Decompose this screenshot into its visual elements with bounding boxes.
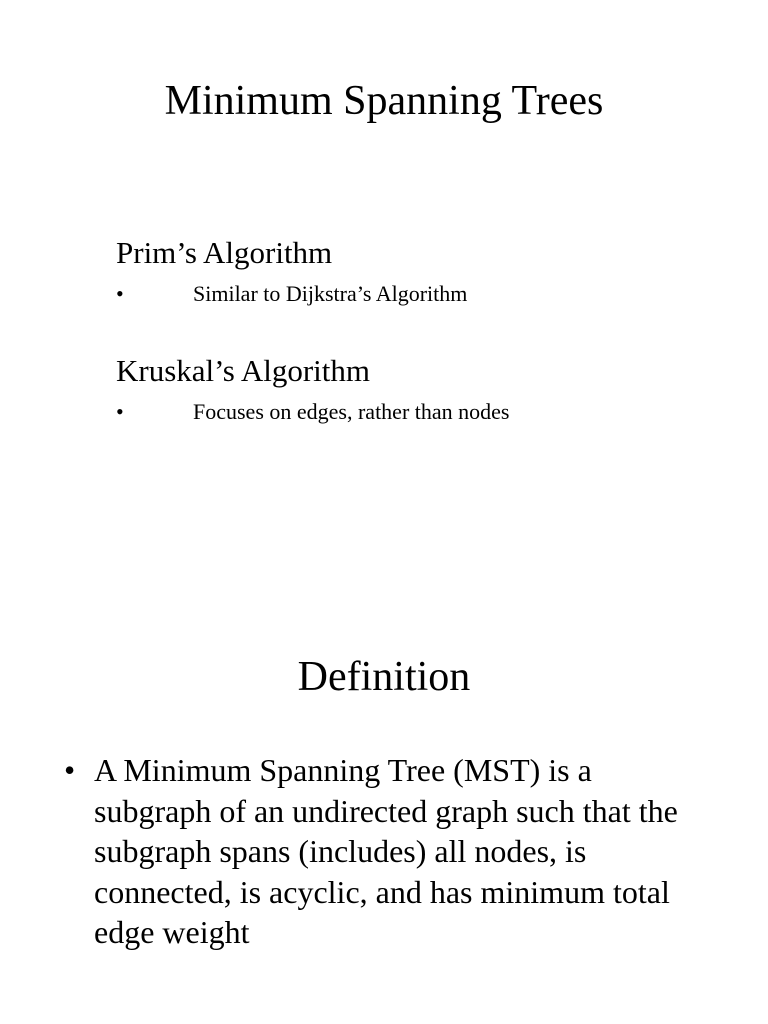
bullet-dot: • (64, 752, 76, 788)
bullet-text: Focuses on edges, rather than nodes (193, 399, 510, 424)
bullet-text: Similar to Dijkstra’s Algorithm (193, 281, 468, 306)
list-item (64, 750, 704, 953)
section-heading-kruskal: Kruskal’s Algorithm (116, 353, 371, 388)
bullet-prim (116, 282, 467, 306)
bullet-dot: • (116, 399, 124, 424)
bullet-dot: • (116, 281, 124, 306)
definition-text: A Minimum Spanning Tree (MST) is a subgraph of an undirected graph such that the subgraph spans (includes) all nodes, is connected, is acyclic, and has minimum total edge weight (94, 752, 678, 950)
slide-title: Minimum Spanning Trees (164, 78, 604, 124)
bullet-kruskal (116, 400, 509, 424)
section-heading-prim: Prim’s Algorithm (116, 235, 333, 270)
slide-definition (0, 512, 768, 1024)
slide-title: Definition (297, 654, 471, 700)
definition-bullet-list (64, 750, 704, 953)
